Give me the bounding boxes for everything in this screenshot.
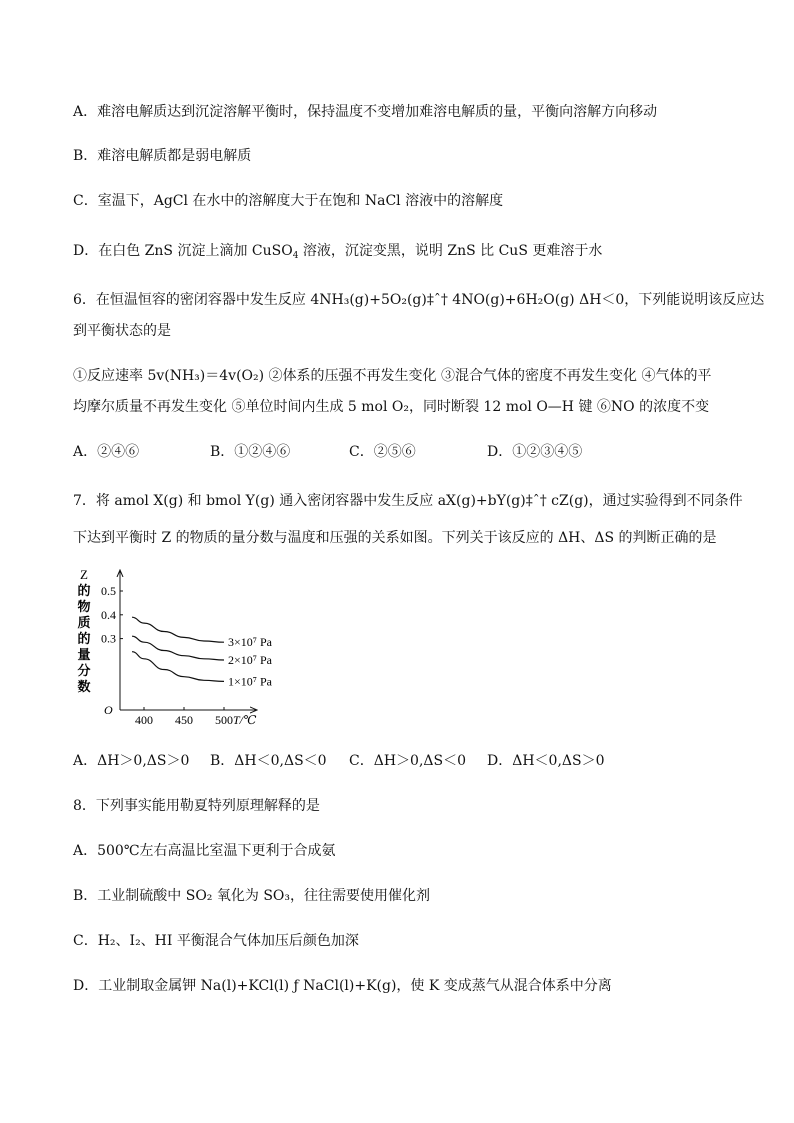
y-axis-label: [77, 567, 90, 694]
q6-option-a: A．②④⑥: [73, 444, 140, 460]
y-axis-label-char-3: 质: [77, 615, 91, 630]
y-tick-label-0.5: 0.5: [101, 584, 116, 598]
q8-option-b: B．工业制硫酸中 SO₂ 氧化为 SO₃，往往需要使用催化剂: [73, 888, 430, 904]
x-tick-label-450: 450: [175, 713, 193, 727]
y-axis-label-char-2: 物: [77, 599, 91, 614]
x-axis-label: T/℃: [233, 713, 257, 727]
q7-stem-line1: 7．将 amol X(g) 和 bmol Y(g) 通入密闭容器中发生反应 aX(g)+bY(g)‡ˆ† cZ(g)，通过实验得到不同条件: [73, 493, 743, 509]
q5-option-b: B．难溶电解质都是弱电解质: [73, 148, 252, 164]
origin-label: O: [104, 703, 113, 717]
y-axis-label-char-6: 分: [77, 663, 91, 678]
q6-conditions-line2: 均摩尔质量不再发生变化 ⑤单位时间内生成 5 mol O₂，同时断裂 12 mol O—H 键 ⑥NO 的浓度不变: [73, 399, 710, 415]
q7-stem-line2: 下达到平衡时 Z 的物质的量分数与温度和压强的关系如图。下列关于该反应的 ΔH、ΔS 的判断正确的是: [73, 530, 717, 546]
q5-option-c: C．室温下，AgCl 在水中的溶解度大于在饱和 NaCl 溶液中的溶解度: [73, 193, 504, 209]
series-line-0: [132, 617, 224, 642]
y-axis-label-char-1: 的: [77, 583, 91, 598]
q7-option-a: A．ΔH＞0,ΔS＞0: [73, 753, 190, 769]
q6-option-c: C．②⑤⑥: [349, 444, 416, 460]
q5-option-d-post: 溶液，沉淀变黑，说明 ZnS 比 CuS 更难溶于水: [298, 243, 603, 259]
q7-option-b: B．ΔH＜0,ΔS＜0: [210, 753, 327, 769]
y-tick-label-0.4: 0.4: [101, 607, 116, 622]
q8-option-a: A．500℃左右高温比室温下更利于合成氨: [73, 843, 336, 859]
y-tick-label-0.3: 0.3: [101, 631, 116, 646]
q5-option-a: A．难溶电解质达到沉淀溶解平衡时，保持温度不变增加难溶电解质的量，平衡向溶解方向移动: [73, 104, 658, 120]
q5-option-d-sub: 4: [292, 251, 299, 261]
q6-option-d: D．①②③④⑤: [487, 444, 583, 460]
q6-stem-line1: 6．在恒温恒容的密闭容器中发生反应 4NH₃(g)+5O₂(g)‡ˆ† 4NO(g)+6H₂O(g) ΔH＜0，下列能说明该反应达: [73, 292, 765, 308]
q7-option-c: C．ΔH＞0,ΔS＜0: [349, 753, 466, 769]
series-line-1: [132, 636, 224, 660]
x-tick-label-400: 400: [135, 713, 153, 727]
q5-option-d-pre: D．在白色 ZnS 沉淀上滴加 CuSO: [73, 243, 293, 259]
y-axis-label-char-0: Z: [80, 567, 88, 582]
series-line-2: [132, 652, 224, 682]
q7-option-d: D．ΔH＜0,ΔS＞0: [487, 753, 605, 769]
y-axis-label-char-5: 量: [77, 647, 91, 662]
z-fraction-chart: [70, 565, 290, 730]
y-axis-label-char-4: 的: [77, 631, 91, 646]
series-label-0: 3×10⁷ Pa: [228, 635, 272, 650]
q8-option-d: D．工业制取金属钾 Na(l)+KCl(l) ƒ NaCl(l)+K(g)，使 K 变成蒸气从混合体系中分离: [73, 978, 612, 994]
series-label-2: 1×10⁷ Pa: [228, 674, 272, 689]
q8-option-c: C．H₂、I₂、HI 平衡混合气体加压后颜色加深: [73, 933, 359, 949]
q5-option-d: [73, 241, 602, 266]
x-tick-label-500: 500: [215, 713, 233, 727]
y-axis-label-char-7: 数: [77, 679, 91, 694]
q6-option-b: B．①②④⑥: [210, 444, 291, 460]
q8-stem: 8．下列事实能用勒夏特列原理解释的是: [73, 798, 320, 814]
series-label-1: 2×10⁷ Pa: [228, 653, 272, 668]
q6-stem-line2: 到平衡状态的是: [73, 323, 171, 339]
q6-conditions-line1: ①反应速率 5v(NH₃)＝4v(O₂) ②体系的压强不再发生变化 ③混合气体的密度不再发生变化 ④气体的平: [73, 368, 712, 384]
